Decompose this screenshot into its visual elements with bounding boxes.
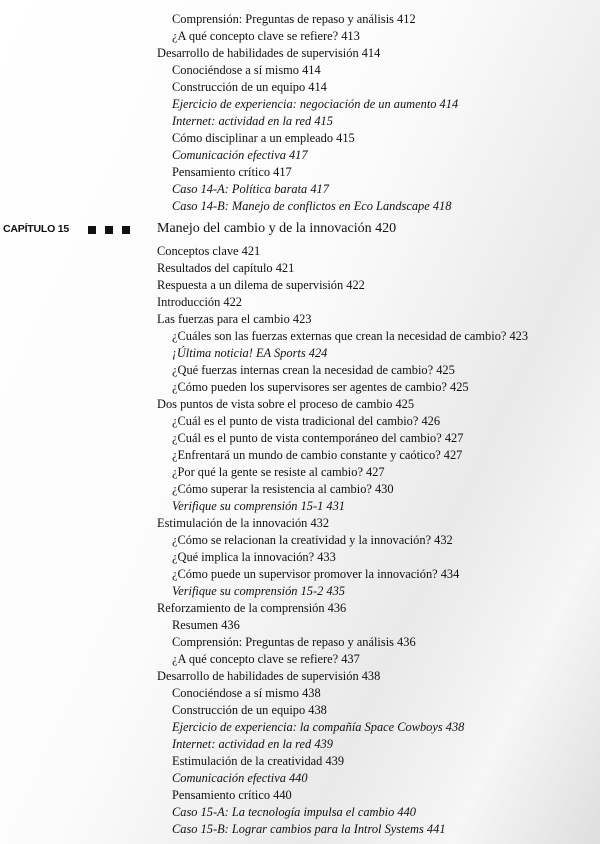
toc-entry: Dos puntos de vista sobre el proceso de cambio 425 xyxy=(157,397,415,411)
toc-entry: Ejercicio de experiencia: la compañía Space Cowboys 438 xyxy=(172,720,465,734)
toc-entry: Caso 14-B: Manejo de conflictos en Eco Landscape 418 xyxy=(172,199,452,213)
toc-entry: Verifique su comprensión 15-2 435 xyxy=(172,584,345,598)
square-icon xyxy=(105,226,113,234)
chapter-label: CAPÍTULO 15 xyxy=(3,223,70,235)
toc-entry: Estimulación de la innovación 432 xyxy=(157,516,330,530)
toc-entry: Pensamiento crítico 417 xyxy=(172,165,292,179)
toc-entry: Comunicación efectiva 417 xyxy=(172,148,308,162)
toc-entry: ¿Por qué la gente se resiste al cambio? 427 xyxy=(172,465,385,479)
toc-entry: Caso 15-B: Lograr cambios para la Introl Systems 441 xyxy=(172,822,446,836)
toc-entry: Resumen 436 xyxy=(172,618,240,632)
toc-entry: ¿Cómo pueden los supervisores ser agentes de cambio? 425 xyxy=(172,380,469,394)
toc-entry: ¿A qué concepto clave se refiere? 437 xyxy=(172,652,360,666)
toc-entry: Construcción de un equipo 414 xyxy=(172,80,327,94)
toc-entry: Caso 14-A: Política barata 417 xyxy=(172,182,329,196)
toc-entry: Construcción de un equipo 438 xyxy=(172,703,327,717)
toc-entry: Internet: actividad en la red 439 xyxy=(172,737,333,751)
toc-entry: ¿Cómo superar la resistencia al cambio? 430 xyxy=(172,482,394,496)
toc-entry: Estimulación de la creatividad 439 xyxy=(172,754,345,768)
toc-entry: Reforzamiento de la comprensión 436 xyxy=(157,601,347,615)
toc-entry: Caso 15-A: La tecnología impulsa el cambio 440 xyxy=(172,805,417,819)
toc-entry: Verifique su comprensión 15-1 431 xyxy=(172,499,345,513)
toc-entry: Conociéndose a sí mismo 438 xyxy=(172,686,321,700)
toc-entry: ¿Cuáles son las fuerzas externas que crean la necesidad de cambio? 423 xyxy=(172,329,529,343)
toc-entry: Respuesta a un dilema de supervisión 422 xyxy=(157,278,365,292)
toc-entry: Comprensión: Preguntas de repaso y análisis 412 xyxy=(172,12,416,26)
toc-entry: ¿Cuál es el punto de vista contemporáneo del cambio? 427 xyxy=(172,431,464,445)
toc-entry: Desarrollo de habilidades de supervisión 414 xyxy=(157,46,381,60)
toc-entry: ¿Cuál es el punto de vista tradicional del cambio? 426 xyxy=(172,414,441,428)
toc-entry: ¿A qué concepto clave se refiere? 413 xyxy=(172,29,360,43)
toc-entry: Internet: actividad en la red 415 xyxy=(172,114,333,128)
toc-entry: ¿Cómo puede un supervisor promover la innovación? 434 xyxy=(172,567,460,581)
toc-entry: ¿Qué implica la innovación? 433 xyxy=(172,550,336,564)
toc-entry: ¿Qué fuerzas internas crean la necesidad de cambio? 425 xyxy=(172,363,455,377)
toc-entry: ¡Última noticia! EA Sports 424 xyxy=(172,346,328,360)
toc-entry: Comunicación efectiva 440 xyxy=(172,771,308,785)
toc-entry: Conceptos clave 421 xyxy=(157,244,261,258)
toc-entry: Conociéndose a sí mismo 414 xyxy=(172,63,321,77)
toc-entry: Pensamiento crítico 440 xyxy=(172,788,292,802)
toc-entry: ¿Cómo se relacionan la creatividad y la innovación? 432 xyxy=(172,533,453,547)
toc-entry: Desarrollo de habilidades de supervisión 438 xyxy=(157,669,381,683)
toc-entry: Cómo disciplinar a un empleado 415 xyxy=(172,131,355,145)
square-icon xyxy=(88,226,96,234)
toc-entry: Ejercicio de experiencia: negociación de un aumento 414 xyxy=(172,97,459,111)
toc-entry: Comprensión: Preguntas de repaso y análisis 436 xyxy=(172,635,416,649)
toc-entry: Introducción 422 xyxy=(157,295,242,309)
toc-entry: ¿Enfrentará un mundo de cambio constante y caótico? 427 xyxy=(172,448,463,462)
toc-entry: Resultados del capítulo 421 xyxy=(157,261,295,275)
chapter-title: Manejo del cambio y de la innovación 420 xyxy=(157,221,397,236)
toc-entry: Las fuerzas para el cambio 423 xyxy=(157,312,312,326)
square-icon xyxy=(122,226,130,234)
